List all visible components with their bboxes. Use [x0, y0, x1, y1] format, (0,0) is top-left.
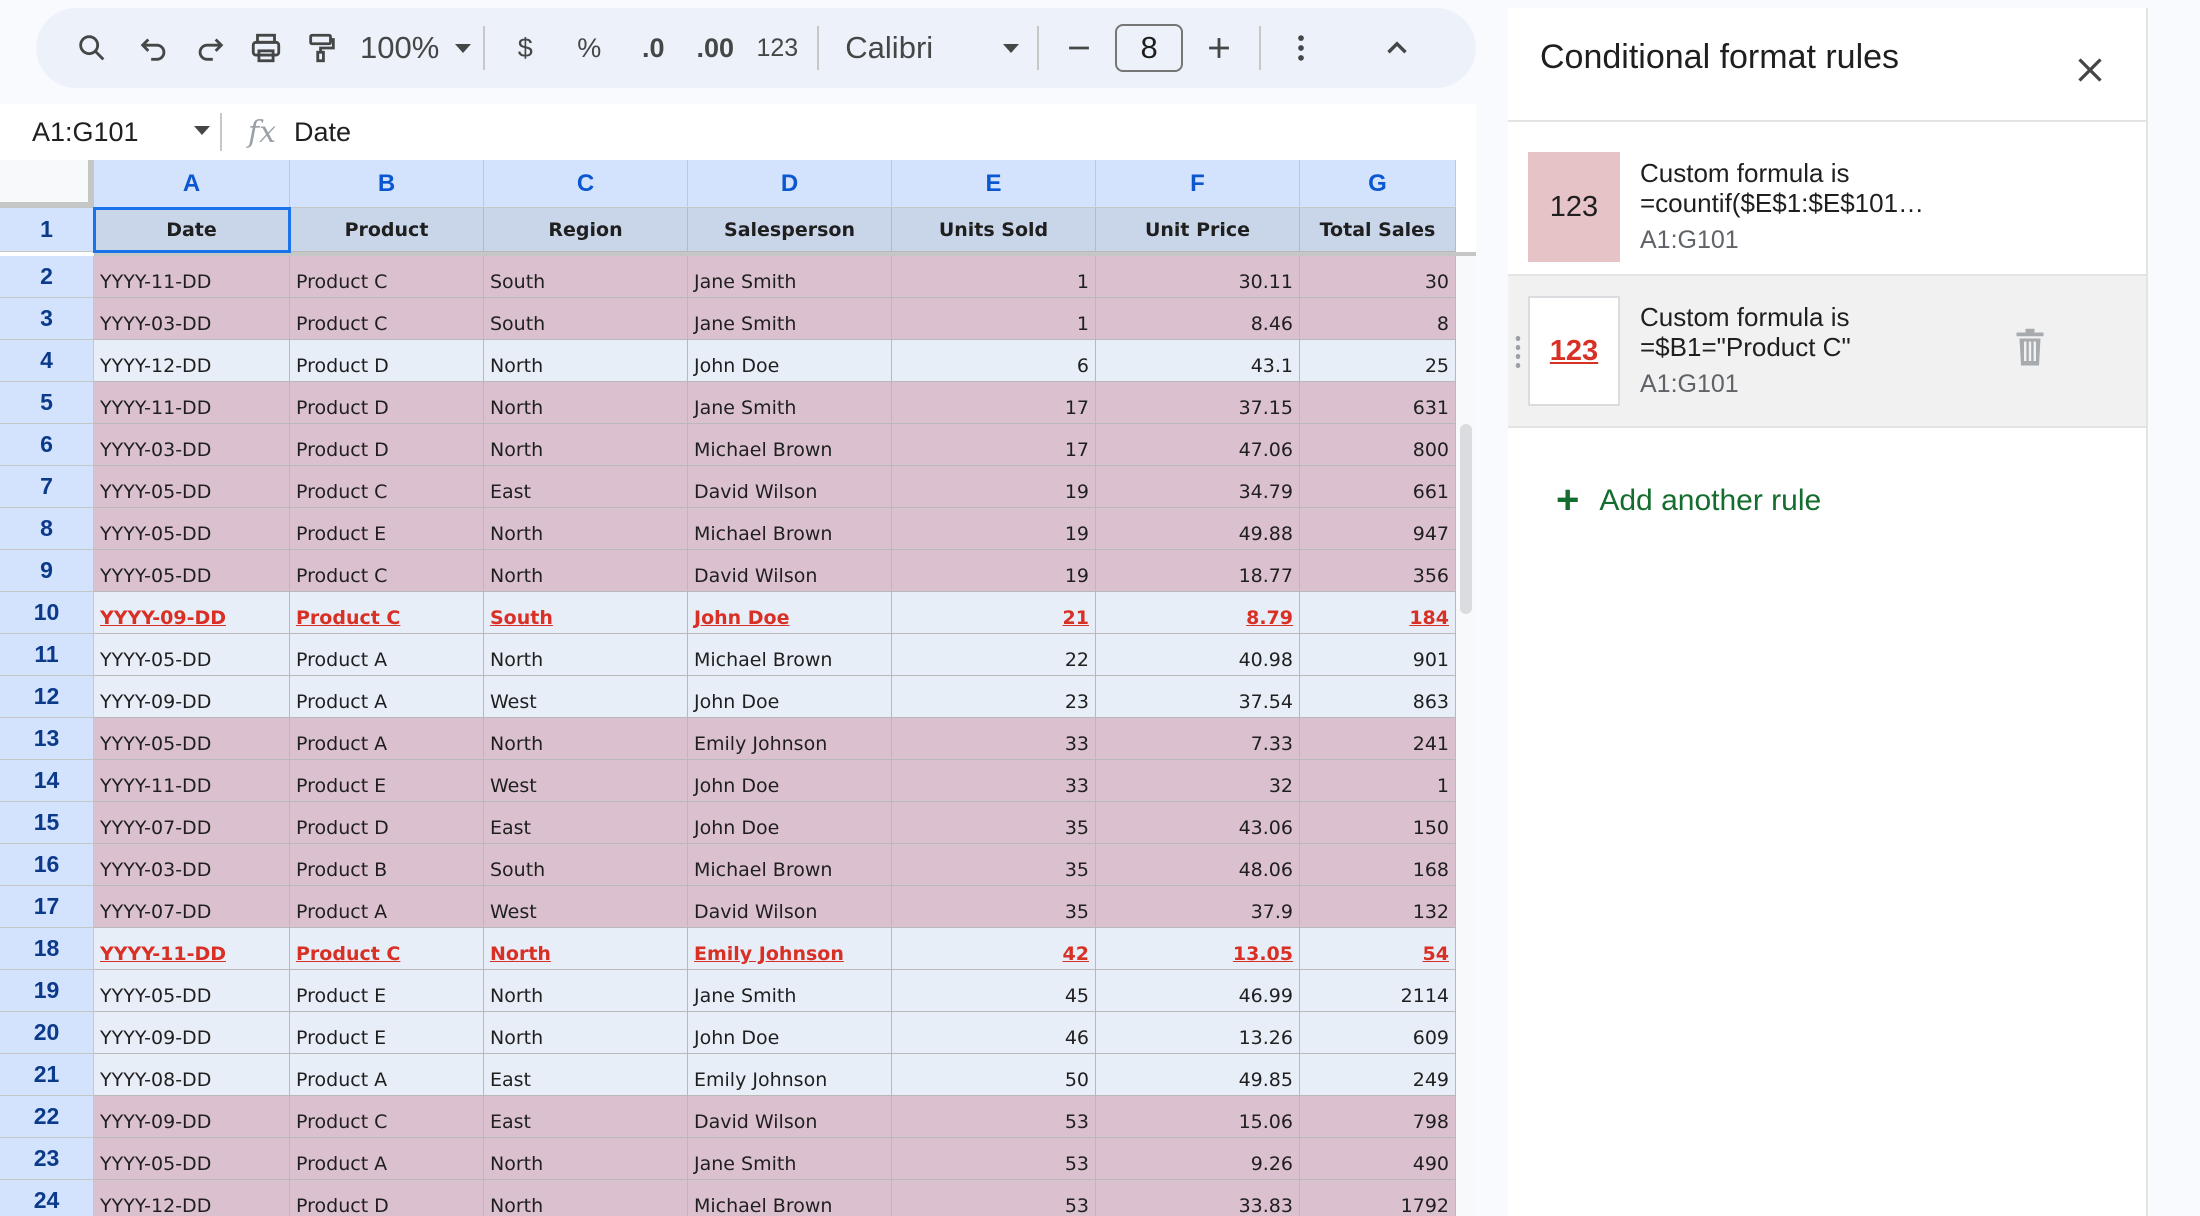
table-cell[interactable]: 7.33: [1096, 718, 1300, 760]
table-cell[interactable]: YYYY-03-DD: [94, 844, 290, 886]
increase-decimal-button[interactable]: [687, 20, 743, 76]
name-box-value: A1:G101: [32, 116, 139, 147]
toolbar-divider: [1037, 26, 1039, 70]
table-cell[interactable]: 53: [892, 1096, 1096, 1138]
vertical-scrollbar[interactable]: [1456, 256, 1476, 1216]
table-cell[interactable]: YYYY-09-DD: [94, 592, 290, 634]
table-cell[interactable]: 13.05: [1096, 928, 1300, 970]
currency-format-button[interactable]: $: [517, 32, 533, 63]
table-cell[interactable]: 53: [892, 1138, 1096, 1180]
table-cell[interactable]: Product C: [290, 256, 484, 298]
scrollbar-thumb[interactable]: [1460, 424, 1472, 614]
table-cell[interactable]: Product A: [290, 1054, 484, 1096]
zoom-select[interactable]: [360, 20, 471, 76]
table-cell[interactable]: 356: [1300, 550, 1456, 592]
table-cell[interactable]: 13.26: [1096, 1012, 1300, 1054]
table-cell[interactable]: YYYY-08-DD: [94, 1054, 290, 1096]
table-cell[interactable]: North: [484, 382, 688, 424]
table-cell[interactable]: YYYY-09-DD: [94, 676, 290, 718]
table-cell[interactable]: Product D: [290, 424, 484, 466]
row-header[interactable]: 24: [0, 1180, 94, 1216]
table-cell[interactable]: 1: [1300, 760, 1456, 802]
table-cell[interactable]: David Wilson: [688, 466, 892, 508]
column-header[interactable]: A: [94, 160, 290, 208]
table-cell[interactable]: Product C: [290, 592, 484, 634]
table-cell[interactable]: 33: [892, 718, 1096, 760]
table-cell[interactable]: 23: [892, 676, 1096, 718]
table-cell[interactable]: West: [484, 760, 688, 802]
header-cell[interactable]: Region: [484, 208, 688, 252]
name-box[interactable]: [0, 104, 210, 160]
table-cell[interactable]: 863: [1300, 676, 1456, 718]
conditional-format-panel: [1508, 8, 2148, 1216]
table-cell[interactable]: YYYY-07-DD: [94, 802, 290, 844]
chevron-down-icon: [455, 44, 471, 53]
table-cell[interactable]: Jane Smith: [688, 382, 892, 424]
table-cell[interactable]: 42: [892, 928, 1096, 970]
table-cell[interactable]: YYYY-11-DD: [94, 760, 290, 802]
table-cell[interactable]: 8.79: [1096, 592, 1300, 634]
table-cell[interactable]: John Doe: [688, 1012, 892, 1054]
table-cell[interactable]: 490: [1300, 1138, 1456, 1180]
table-cell[interactable]: Product D: [290, 382, 484, 424]
table-cell[interactable]: 17: [892, 382, 1096, 424]
table-cell[interactable]: YYYY-05-DD: [94, 718, 290, 760]
table-cell[interactable]: 40.98: [1096, 634, 1300, 676]
table-cell[interactable]: YYYY-12-DD: [94, 1180, 290, 1216]
header-cell[interactable]: Units Sold: [892, 208, 1096, 252]
table-cell[interactable]: Product D: [290, 1180, 484, 1216]
table-cell[interactable]: 19: [892, 466, 1096, 508]
percent-format-button[interactable]: %: [577, 32, 602, 63]
table-cell[interactable]: South: [484, 592, 688, 634]
row-header[interactable]: 7: [0, 466, 94, 508]
plus-icon: +: [1556, 478, 1580, 522]
table-cell[interactable]: North: [484, 718, 688, 760]
row-header[interactable]: 13: [0, 718, 94, 760]
table-cell[interactable]: YYYY-03-DD: [94, 424, 290, 466]
row-header[interactable]: 19: [0, 970, 94, 1012]
table-cell[interactable]: John Doe: [688, 802, 892, 844]
table-cell[interactable]: Product C: [290, 466, 484, 508]
column-header[interactable]: G: [1300, 160, 1456, 208]
delete-icon[interactable]: [2012, 328, 2048, 368]
table-cell[interactable]: Product C: [290, 928, 484, 970]
table-cell[interactable]: 46: [892, 1012, 1096, 1054]
decrease-decimal-button[interactable]: [625, 20, 681, 76]
row-header[interactable]: 8: [0, 508, 94, 550]
table-cell[interactable]: 901: [1300, 634, 1456, 676]
table-cell[interactable]: Jane Smith: [688, 970, 892, 1012]
table-cell[interactable]: Product E: [290, 760, 484, 802]
table-cell[interactable]: Product C: [290, 550, 484, 592]
divider: [1508, 120, 2148, 122]
row-header[interactable]: 9: [0, 550, 94, 592]
table-cell[interactable]: 53: [892, 1180, 1096, 1216]
table-cell[interactable]: 45: [892, 970, 1096, 1012]
row-header[interactable]: 21: [0, 1054, 94, 1096]
row-header[interactable]: 23: [0, 1138, 94, 1180]
table-cell[interactable]: Product A: [290, 676, 484, 718]
table-cell[interactable]: 241: [1300, 718, 1456, 760]
table-cell[interactable]: North: [484, 1012, 688, 1054]
increase-font-size-button[interactable]: [1191, 20, 1247, 76]
table-cell[interactable]: 35: [892, 886, 1096, 928]
row-header[interactable]: 10: [0, 592, 94, 634]
table-cell[interactable]: Emily Johnson: [688, 928, 892, 970]
row-header[interactable]: 20: [0, 1012, 94, 1054]
table-cell[interactable]: North: [484, 340, 688, 382]
rule-condition: Custom formula is: [1640, 302, 1850, 332]
table-cell[interactable]: 37.9: [1096, 886, 1300, 928]
increase-decimal-label: .00: [696, 32, 735, 63]
close-icon[interactable]: [2072, 52, 2108, 88]
chevron-down-icon: [1003, 44, 1019, 53]
panel-title: Conditional format rules: [1540, 38, 1900, 76]
rule-formula: =$B1="Product C": [1640, 332, 1851, 362]
table-cell[interactable]: Product D: [290, 340, 484, 382]
header-cell[interactable]: Product: [290, 208, 484, 252]
panel-border: [2146, 8, 2148, 1216]
header-cell[interactable]: Unit Price: [1096, 208, 1300, 252]
column-header[interactable]: B: [290, 160, 484, 208]
table-cell[interactable]: YYYY-05-DD: [94, 634, 290, 676]
font-name: Calibri: [845, 30, 934, 65]
table-cell[interactable]: 19: [892, 508, 1096, 550]
row-header[interactable]: 3: [0, 298, 94, 340]
table-cell[interactable]: 184: [1300, 592, 1456, 634]
toolbar-divider: [1259, 26, 1261, 70]
column-header[interactable]: D: [688, 160, 892, 208]
spreadsheet-grid: [0, 160, 1476, 1216]
table-cell[interactable]: 49.88: [1096, 508, 1300, 550]
undo-icon[interactable]: [126, 20, 182, 76]
table-cell[interactable]: Product E: [290, 970, 484, 1012]
table-cell[interactable]: 947: [1300, 508, 1456, 550]
column-header[interactable]: F: [1096, 160, 1300, 208]
table-cell[interactable]: YYYY-03-DD: [94, 298, 290, 340]
more-vert-icon[interactable]: [1273, 20, 1329, 76]
table-cell[interactable]: North: [484, 508, 688, 550]
table-cell[interactable]: Emily Johnson: [688, 718, 892, 760]
row-header[interactable]: 14: [0, 760, 94, 802]
paint-format-icon[interactable]: [294, 20, 350, 76]
table-cell[interactable]: 6: [892, 340, 1096, 382]
table-cell[interactable]: 37.54: [1096, 676, 1300, 718]
table-cell[interactable]: 9.26: [1096, 1138, 1300, 1180]
table-cell[interactable]: East: [484, 1096, 688, 1138]
table-cell[interactable]: North: [484, 1180, 688, 1216]
table-cell[interactable]: North: [484, 424, 688, 466]
table-cell[interactable]: YYYY-09-DD: [94, 1012, 290, 1054]
table-cell[interactable]: East: [484, 802, 688, 844]
table-cell[interactable]: 54: [1300, 928, 1456, 970]
table-cell[interactable]: Product D: [290, 802, 484, 844]
table-cell[interactable]: John Doe: [688, 760, 892, 802]
rule-formula: =countif($E$1:$E$101…: [1640, 188, 1925, 218]
row-header[interactable]: 22: [0, 1096, 94, 1138]
table-cell[interactable]: 1792: [1300, 1180, 1456, 1216]
table-cell[interactable]: South: [484, 256, 688, 298]
rule-item[interactable]: [1508, 276, 2148, 426]
print-icon[interactable]: [238, 20, 294, 76]
table-cell[interactable]: Michael Brown: [688, 1180, 892, 1216]
table-cell[interactable]: 150: [1300, 802, 1456, 844]
table-cell[interactable]: YYYY-11-DD: [94, 928, 290, 970]
rule-item[interactable]: [1508, 132, 2148, 282]
table-cell[interactable]: West: [484, 886, 688, 928]
table-cell[interactable]: Product A: [290, 1138, 484, 1180]
row-header[interactable]: 2: [0, 256, 94, 298]
table-cell[interactable]: 49.85: [1096, 1054, 1300, 1096]
table-cell[interactable]: 8: [1300, 298, 1456, 340]
table-cell[interactable]: Emily Johnson: [688, 1054, 892, 1096]
table-cell[interactable]: 15.06: [1096, 1096, 1300, 1138]
table-cell[interactable]: 47.06: [1096, 424, 1300, 466]
table-cell[interactable]: 30: [1300, 256, 1456, 298]
table-cell[interactable]: John Doe: [688, 676, 892, 718]
table-cell[interactable]: 34.79: [1096, 466, 1300, 508]
table-cell[interactable]: Product A: [290, 634, 484, 676]
divider: [1508, 426, 2148, 428]
table-cell[interactable]: 19: [892, 550, 1096, 592]
formula-divider: [220, 113, 222, 151]
table-cell[interactable]: 609: [1300, 1012, 1456, 1054]
table-cell[interactable]: Michael Brown: [688, 508, 892, 550]
table-cell[interactable]: North: [484, 970, 688, 1012]
decrease-decimal-label: .0: [642, 32, 665, 63]
header-cell[interactable]: Date: [94, 208, 290, 252]
table-cell[interactable]: 8.46: [1096, 298, 1300, 340]
table-cell[interactable]: 30.11: [1096, 256, 1300, 298]
table-cell[interactable]: YYYY-05-DD: [94, 508, 290, 550]
table-cell[interactable]: 132: [1300, 886, 1456, 928]
row-header[interactable]: 17: [0, 886, 94, 928]
table-cell[interactable]: Michael Brown: [688, 424, 892, 466]
table-cell[interactable]: 33: [892, 760, 1096, 802]
table-cell[interactable]: South: [484, 844, 688, 886]
row-header[interactable]: 12: [0, 676, 94, 718]
table-cell[interactable]: North: [484, 550, 688, 592]
table-cell[interactable]: 168: [1300, 844, 1456, 886]
table-cell[interactable]: YYYY-12-DD: [94, 340, 290, 382]
decrease-font-size-button[interactable]: [1051, 20, 1107, 76]
table-cell[interactable]: Product B: [290, 844, 484, 886]
table-cell[interactable]: 25: [1300, 340, 1456, 382]
zoom-value: 100%: [360, 30, 440, 65]
header-cell[interactable]: Salesperson: [688, 208, 892, 252]
table-cell[interactable]: 43.1: [1096, 340, 1300, 382]
table-cell[interactable]: North: [484, 634, 688, 676]
font-size-input[interactable]: 8: [1115, 24, 1183, 72]
add-rule-label: Add another rule: [1599, 483, 1822, 517]
rule-condition: Custom formula is: [1640, 158, 1850, 188]
column-header[interactable]: E: [892, 160, 1096, 208]
table-cell[interactable]: 33.83: [1096, 1180, 1300, 1216]
column-header[interactable]: C: [484, 160, 688, 208]
table-cell[interactable]: 48.06: [1096, 844, 1300, 886]
table-cell[interactable]: 2114: [1300, 970, 1456, 1012]
table-cell[interactable]: 22: [892, 634, 1096, 676]
table-cell[interactable]: YYYY-05-DD: [94, 970, 290, 1012]
rule-preview: 123: [1528, 296, 1620, 406]
table-cell[interactable]: 249: [1300, 1054, 1456, 1096]
table-cell[interactable]: YYYY-11-DD: [94, 382, 290, 424]
table-cell[interactable]: 17: [892, 424, 1096, 466]
table-cell[interactable]: 21: [892, 592, 1096, 634]
formula-bar: [0, 104, 1476, 160]
table-cell[interactable]: John Doe: [688, 592, 892, 634]
table-cell[interactable]: 35: [892, 802, 1096, 844]
table-cell[interactable]: 50: [892, 1054, 1096, 1096]
formula-input[interactable]: Date: [294, 116, 352, 147]
table-cell[interactable]: YYYY-11-DD: [94, 256, 290, 298]
row-header[interactable]: 4: [0, 340, 94, 382]
table-cell[interactable]: 37.15: [1096, 382, 1300, 424]
table-cell[interactable]: YYYY-09-DD: [94, 1096, 290, 1138]
table-cell[interactable]: YYYY-05-DD: [94, 1138, 290, 1180]
table-cell[interactable]: 1: [892, 298, 1096, 340]
toolbar-divider: [483, 26, 485, 70]
drag-handle-icon[interactable]: [1514, 334, 1522, 370]
table-cell[interactable]: 1: [892, 256, 1096, 298]
table-cell[interactable]: 43.06: [1096, 802, 1300, 844]
row-header[interactable]: 16: [0, 844, 94, 886]
table-cell[interactable]: 661: [1300, 466, 1456, 508]
table-cell[interactable]: Product A: [290, 886, 484, 928]
table-cell[interactable]: Product E: [290, 508, 484, 550]
table-cell[interactable]: Jane Smith: [688, 1138, 892, 1180]
search-icon[interactable]: [64, 20, 120, 76]
table-cell[interactable]: Product A: [290, 718, 484, 760]
rule-range: A1:G101: [1640, 370, 1739, 398]
table-cell[interactable]: Michael Brown: [688, 844, 892, 886]
chevron-down-icon[interactable]: [194, 126, 210, 135]
select-all-corner[interactable]: [0, 160, 94, 208]
table-cell[interactable]: YYYY-05-DD: [94, 550, 290, 592]
table-cell[interactable]: David Wilson: [688, 550, 892, 592]
table-cell[interactable]: Jane Smith: [688, 256, 892, 298]
table-cell[interactable]: 798: [1300, 1096, 1456, 1138]
table-cell[interactable]: David Wilson: [688, 1096, 892, 1138]
header-cell[interactable]: Total Sales: [1300, 208, 1456, 252]
table-cell[interactable]: Product C: [290, 298, 484, 340]
table-cell[interactable]: YYYY-05-DD: [94, 466, 290, 508]
table-cell[interactable]: 800: [1300, 424, 1456, 466]
table-cell[interactable]: East: [484, 1054, 688, 1096]
row-header[interactable]: 5: [0, 382, 94, 424]
row-header[interactable]: 15: [0, 802, 94, 844]
row-header[interactable]: 18: [0, 928, 94, 970]
table-cell[interactable]: West: [484, 676, 688, 718]
number-format-button[interactable]: 123: [756, 33, 799, 62]
table-cell[interactable]: Product E: [290, 1012, 484, 1054]
table-cell[interactable]: Jane Smith: [688, 298, 892, 340]
table-cell[interactable]: 32: [1096, 760, 1300, 802]
row-header[interactable]: 11: [0, 634, 94, 676]
function-icon: fx: [248, 114, 277, 150]
table-cell[interactable]: East: [484, 466, 688, 508]
rule-range: A1:G101: [1640, 226, 1739, 254]
table-cell[interactable]: John Doe: [688, 340, 892, 382]
row-header[interactable]: 6: [0, 424, 94, 466]
table-cell[interactable]: YYYY-07-DD: [94, 886, 290, 928]
table-cell[interactable]: North: [484, 928, 688, 970]
toolbar: [36, 8, 1476, 88]
add-another-rule-button[interactable]: [1556, 478, 1821, 523]
table-cell[interactable]: South: [484, 298, 688, 340]
font-select[interactable]: [831, 20, 1019, 76]
toolbar-divider: [817, 26, 819, 70]
table-cell[interactable]: 631: [1300, 382, 1456, 424]
table-cell[interactable]: 35: [892, 844, 1096, 886]
table-cell[interactable]: Michael Brown: [688, 634, 892, 676]
table-cell[interactable]: North: [484, 1138, 688, 1180]
row-header[interactable]: 1: [0, 208, 94, 252]
table-cell[interactable]: Product C: [290, 1096, 484, 1138]
redo-icon[interactable]: [182, 20, 238, 76]
collapse-icon[interactable]: [1369, 20, 1425, 76]
table-cell[interactable]: David Wilson: [688, 886, 892, 928]
table-cell[interactable]: 46.99: [1096, 970, 1300, 1012]
rule-preview: 123: [1528, 152, 1620, 262]
table-cell[interactable]: 18.77: [1096, 550, 1300, 592]
